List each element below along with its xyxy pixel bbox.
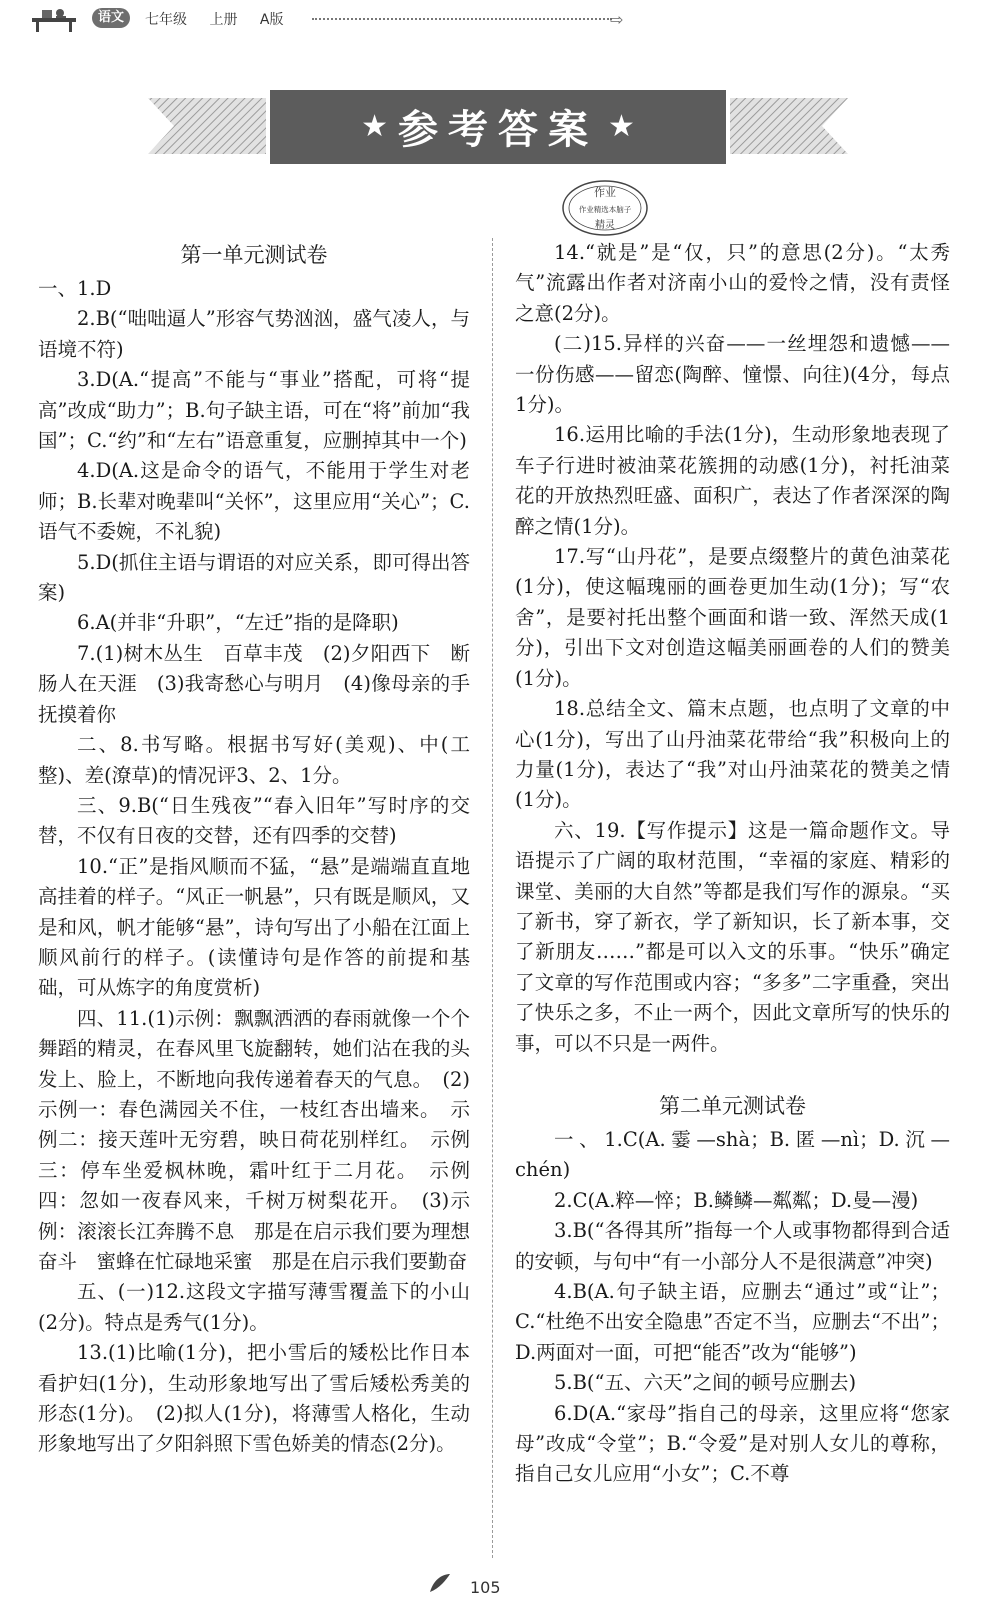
answer-paragraph: 6.A(并非“升职”，“左迁”指的是降职) <box>77 611 399 635</box>
book-meta <box>145 9 301 29</box>
answer-paragraph: 五、(一)12.这段文字描写薄雪覆盖下的小山(2分)。特点是秀气(1分)。 <box>38 1280 470 1334</box>
answer-paragraph: 四、11.(1)示例：飘飘洒洒的春雨就像一个个舞蹈的精灵，在春风里飞旋翻转，她们沾在我的头发上、脸上，不断地向我传递着春天的气息。 (2)示例一：春色满园关不住，一枝红杏出墙来。 示例二：接天莲叶无穷碧，映日荷花别样红。 示例三：停车坐爱枫林晚，霜叶红于二月花。 示例四：忽如一夜春风来，千树万树梨花开。 (3)示例：滚滚长江奔腾不息 那是在启示我们要为理想奋斗 蜜蜂在忙碌地采蜜 那是在启示我们要勤奋 <box>38 1006 470 1273</box>
answer-paragraph: 16.运用比喻的手法(1分)，生动形象地表现了车子行进时被油菜花簇拥的动感(1分)，衬托油菜花的开放热烈旺盛、面积广，表达了作者深深的陶醉之情(1分)。 <box>515 423 950 538</box>
homework-stamp-icon <box>560 178 650 238</box>
answer-paragraph: 二、8.书写略。根据书写好(美观)、中(工整)、差(潦草)的情况评3、2、1分。 <box>38 733 470 787</box>
answer-paragraph: 5.D(抓住主语与谓语的对应关系，即可得出答案) <box>38 550 470 605</box>
grade-label: 七年级 <box>145 12 187 28</box>
answer-key-title <box>274 92 722 160</box>
right-column <box>515 238 950 1490</box>
answer-paragraph: 三、9.B(“日生残夜”“春入旧年”写时序的交替，不仅有日夜的交替，还有四季的交替) <box>38 793 470 848</box>
stamp-line-1: 作业 <box>594 186 616 199</box>
stamp-line-2: 作业精选本脑子 <box>578 205 632 214</box>
answer-paragraph: 6.D(A.“家母”指自己的母亲，这里应将“您家母”改成“令堂”；B.“令爱”是对别人女儿的尊称，指自己女儿应用“小女”；C.不尊 <box>515 1401 950 1486</box>
answer-paragraph: 3.B(“各得其所”指每一个人或事物都得到合适的安顿，与句中“有一小部分人不是很满意”冲突) <box>515 1219 950 1273</box>
column-divider <box>492 238 493 1558</box>
header-dotted-line <box>312 18 612 22</box>
answer-paragraph: 17.写“山丹花”，是要点缀整片的黄色油菜花(1分)，使这幅瑰丽的画卷更加生动(1分)；写“农舍”，是要衬托出整个画面和谐一致、浑然天成(1分)，引出下文对创造这幅美丽画卷的人们的赞美(1分)。 <box>515 545 950 690</box>
star-left-icon: ★ <box>361 108 388 144</box>
edition-label: A版 <box>259 12 284 28</box>
page-number: 105 <box>470 1578 501 1597</box>
subject-badge: 语文 <box>92 8 130 28</box>
answer-paragraph: 10.“正”是指风顺而不猛，“悬”是端端直直地高挂着的样子。“风正一帆悬”，只有既是顺风，又是和风，帆才能够“悬”，诗句写出了小船在江面上顺风前行的样子。(读懂诗句是作答的前提和基础，可从炼字的角度赏析) <box>38 854 470 1000</box>
answer-paragraph: 一、1.C(A.霎—shà；B.匿—nì；D.沉—chén) <box>515 1127 950 1182</box>
desk-logo-icon <box>30 6 78 32</box>
answer-paragraph: 7.(1)树木丛生 百草丰茂 (2)夕阳西下 断肠人在天涯 (3)我寄愁心与明月 (4)像母亲的手抚摸着你 <box>38 641 470 726</box>
answer-paragraph: 18.总结全文、篇末点题，也点明了文章的中心(1分)，写出了山丹油菜花带给“我”积极向上的力量(1分)，表达了“我”对山丹油菜花的赞美之情(1分)。 <box>515 697 950 812</box>
answer-paragraph: 2.B(“咄咄逼人”形容气势汹汹，盛气凌人，与语境不符) <box>38 307 470 361</box>
answer-paragraph: 一、1.D <box>38 277 112 300</box>
answer-paragraph: 3.D(A.“提高”不能与“事业”搭配，可将“提高”改成“助力”；B.句子缺主语，可在“将”前加“我国”；C.“约”和“左右”语意重复，应删掉其中一个) <box>38 368 470 453</box>
answer-paragraph: 六、19.【写作提示】这是一篇命题作文。导语提示了广阔的取材范围，“幸福的家庭、精彩的课堂、美丽的大自然”等都是我们写作的源泉。“买了新书，穿了新衣，学了新知识，长了新本事，交了新朋友……”都是可以入文的乐事。“快乐”确定了文章的写作范围或内容；“多多”二字重叠，突出了快乐之多，不止一两个，因此文章所写的快乐的事，可以不只是一两件。 <box>515 818 950 1055</box>
stamp-line-3: 精灵 <box>595 220 615 231</box>
answer-paragraph: (二)15.异样的兴奋——一丝埋怨和遗憾——一份伤感——留恋(陶醉、憧憬、向往)(4分，每点1分)。 <box>515 332 950 417</box>
answer-paragraph: 5.B(“五、六天”之间的顿号应删去) <box>554 1371 857 1395</box>
page-header <box>0 0 996 40</box>
answer-paragraph: 4.B(A.句子缺主语，应删去“通过”或“让”；C.“杜绝不出安全隐患”否定不当，应删去“不出”；D.两面对一面，可把“能否”改为“能够”) <box>515 1280 950 1364</box>
leaf-decoration-icon <box>426 1570 452 1596</box>
header-arrow-icon: ⇨ <box>610 10 624 29</box>
unit-1-title: 第一单元测试卷 <box>180 243 328 267</box>
answer-paragraph: 2.C(A.粹—悴；B.鳞鳞—粼粼；D.曼—漫) <box>554 1188 919 1212</box>
volume-label: 上册 <box>209 12 238 28</box>
answer-paragraph: 13.(1)比喻(1分)，把小雪后的矮松比作日本看护妇(1分)，生动形象地写出了雪后矮松秀美的形态(1分)。 (2)拟人(1分)，将薄雪人格化，生动形象地写出了夕阳斜照下雪色娇美的情态(2分)。 <box>38 1341 470 1456</box>
answer-paragraph: 14.“就是”是“仅，只”的意思(2分)。“太秀气”流露出作者对济南小山的爱怜之情，没有责怪之意(2分)。 <box>515 241 950 325</box>
left-column <box>38 238 470 1460</box>
answer-paragraph: 4.D(A.这是命令的语气，不能用于学生对老师；B.长辈对晚辈叫“关怀”，这里应用“关心”；C.语气不委婉，不礼貌) <box>38 459 470 544</box>
unit-2-title: 第二单元测试卷 <box>659 1093 806 1118</box>
banner-title-text: 参考答案 <box>398 106 598 153</box>
section-spacer <box>515 1059 950 1089</box>
star-right-icon: ★ <box>608 108 635 144</box>
